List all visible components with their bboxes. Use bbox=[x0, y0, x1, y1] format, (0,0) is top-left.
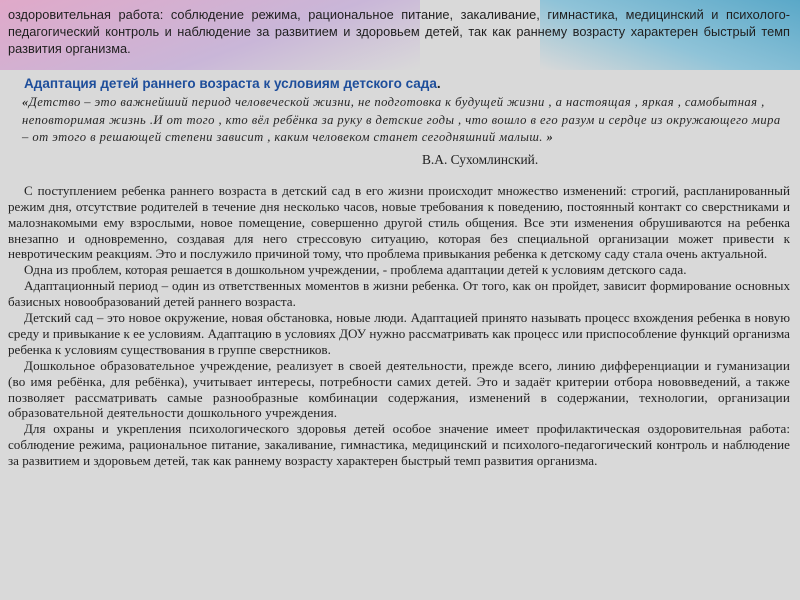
epigraph-close-quote: » bbox=[546, 130, 554, 145]
body-paragraph: Одна из проблем, которая решается в дошкольном учреждении, - проблема адаптации детей к условиям детского сада. bbox=[24, 262, 687, 278]
intro-paragraph: оздоровительная работа: соблюдение режима, рациональное питание, закаливание, гимнастика, медицинский и психолого-педагогический контроль и наблюдение за развитием и здоровьем детей, так как раннему возрасту характерен быстрый темп развития организма. bbox=[8, 7, 790, 56]
epigraph-author: В.А. Сухомлинский. bbox=[422, 151, 539, 167]
epigraph-open-quote: « bbox=[22, 95, 29, 109]
section-heading bbox=[24, 76, 790, 92]
body-paragraph: С поступлением ребенка раннего возраста в детский сад в его жизни происходит множество изменений: строгий, распланированный режим дня, отсутствие родителей в течение дня несколько часов, новые требования к поведению, постоянный контакт со сверстниками и малознакомыми ему взрослыми, новое помещение, совершенно другой стиль общения. Все эти изменения обрушиваются на ребенка внезапно и одновременно, создавая для него стрессовую ситуацию, которая без специальной организации может привести к невротическим реакциям. Это и послужило причиной тому, что проблема привыкания ребенка к детскому саду стала очень актуальной. bbox=[8, 182, 790, 262]
body-text bbox=[8, 183, 790, 469]
body-paragraph: Детский сад – это новое окружение, новая обстановка, новые люди. Адаптацией принято называть процесс вхождения ребенка в новую среду и привыкание к ее условиям. Адаптацию в условиях ДОУ нужно рассматривать как процесс или приспособление функций организма ребенка к условиям существования в группе сверстников. bbox=[8, 310, 790, 357]
body-paragraph: Для охраны и укрепления психологического здоровья детей особое значение имеет профилактическая оздоровительная работа: соблюдение режима, рациональное питание, закаливание, гимнастика, медицинский и психолого-педагогический контроль и наблюдение за развитием и здоровьем детей, так как раннему возрасту характерен быстрый темп развития организма. bbox=[8, 421, 790, 469]
section-heading-dot: . bbox=[436, 76, 441, 91]
epigraph-quote bbox=[22, 94, 790, 147]
body-paragraph: Адаптационный период – один из ответственных моментов в жизни ребенка. От того, как он пройдет, зависит формирование основных базисных новообразований детей раннего возраста. bbox=[8, 278, 790, 310]
body-paragraph: Дошкольное образовательное учреждение, реализует в своей деятельности, прежде всего, линию дифференциации и гуманизации (во имя ребёнка, для ребёнка), учитывает интересы, потребности самих детей. Это и задаёт критерии отбора нововведений, а также позволяет рассматривать самые разнообразные комбинации содержания, изменений в содержании, технологии, организации образовательной деятельности дошкольного учреждения. bbox=[8, 357, 790, 421]
section-heading-text: Адаптация детей раннего возраста к условиям детского сада bbox=[24, 76, 437, 91]
epigraph-text: Детство – это важнейший период человеческой жизни, не подготовка к будущей жизни , а настоящая , яркая , самобытная , неповторимая жизнь .И от того , кто вёл ребёнка за руку в детские годы , что вошло в его разум и сердце из окружающего мира – от этого в решающей степени зависит , каким человеком станет сегодняшний малыш. bbox=[22, 95, 781, 145]
